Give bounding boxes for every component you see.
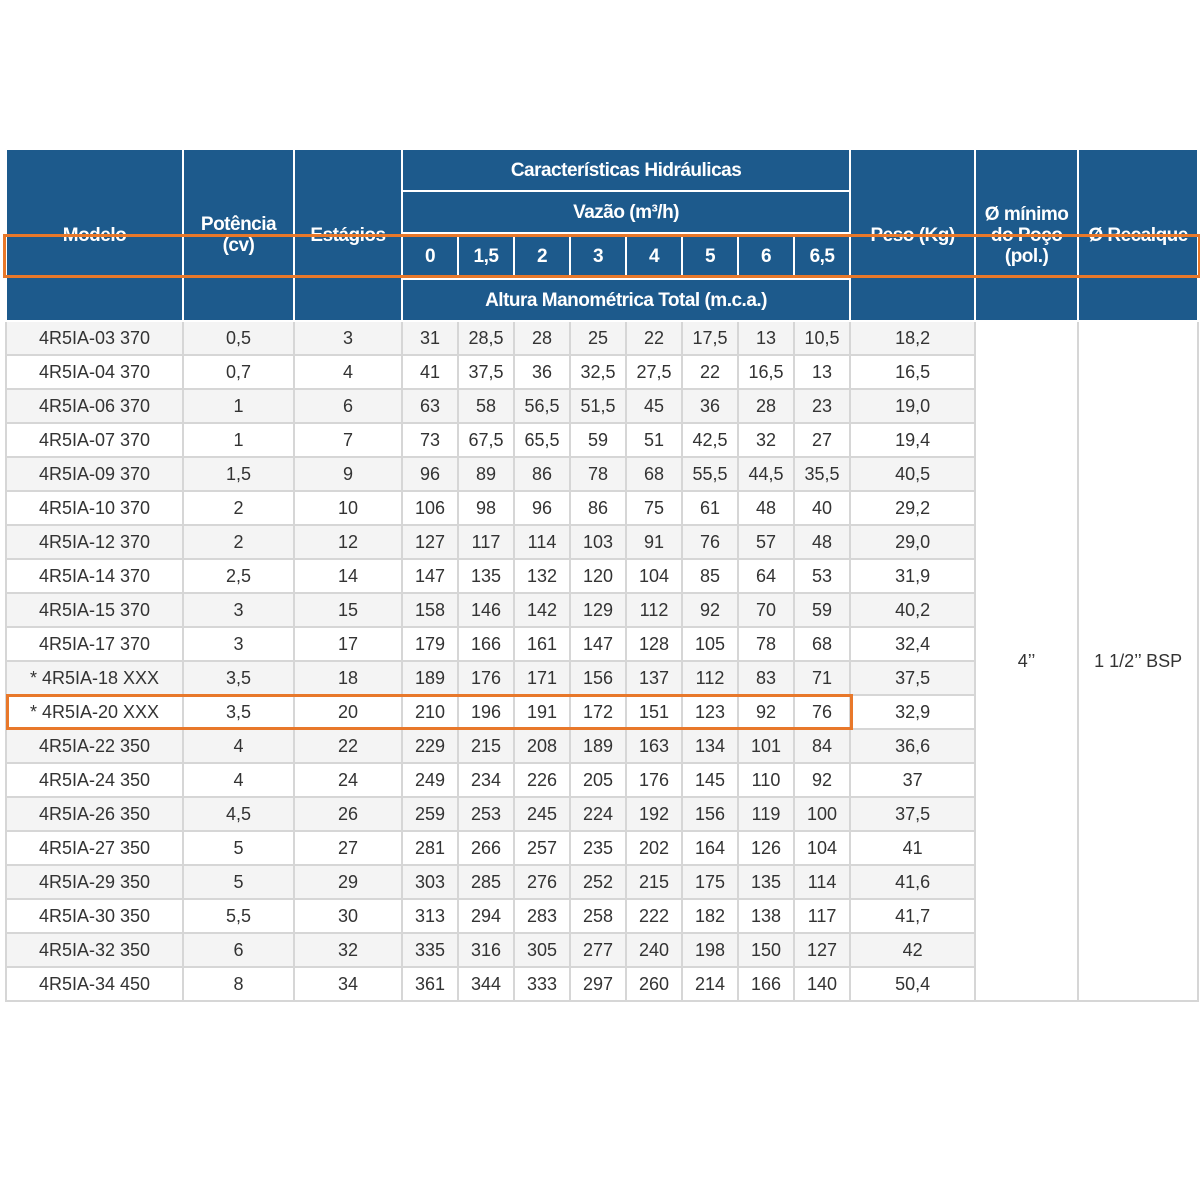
- cell-altura: 51: [626, 423, 682, 457]
- vazao-value: 5: [682, 233, 738, 279]
- cell-potencia: 1: [183, 423, 294, 457]
- cell-altura: 37,5: [458, 355, 514, 389]
- cell-estagios: 17: [294, 627, 402, 661]
- cell-altura: 67,5: [458, 423, 514, 457]
- cell-peso: 29,2: [850, 491, 975, 525]
- cell-altura: 189: [570, 729, 626, 763]
- pump-specs-table-wrapper: [5, 148, 1195, 1002]
- cell-altura: 117: [458, 525, 514, 559]
- cell-estagios: 22: [294, 729, 402, 763]
- cell-altura: 114: [514, 525, 570, 559]
- cell-peso: 40,5: [850, 457, 975, 491]
- cell-altura: 104: [626, 559, 682, 593]
- header-estagios: Estágios: [294, 149, 402, 321]
- cell-peso: 32,9: [850, 695, 975, 729]
- cell-altura: 42,5: [682, 423, 738, 457]
- cell-altura: 226: [514, 763, 570, 797]
- cell-altura: 92: [794, 763, 850, 797]
- cell-modelo: 4R5IA-34 450: [6, 967, 183, 1001]
- cell-altura: 22: [682, 355, 738, 389]
- cell-potencia: 2: [183, 491, 294, 525]
- cell-peso: 31,9: [850, 559, 975, 593]
- cell-altura: 135: [738, 865, 794, 899]
- cell-altura: 96: [402, 457, 458, 491]
- cell-potencia: 4: [183, 729, 294, 763]
- cell-altura: 156: [570, 661, 626, 695]
- cell-peso: 41,6: [850, 865, 975, 899]
- cell-altura: 59: [570, 423, 626, 457]
- cell-altura: 224: [570, 797, 626, 831]
- vazao-value: 4: [626, 233, 682, 279]
- cell-altura: 103: [570, 525, 626, 559]
- cell-altura: 36: [514, 355, 570, 389]
- cell-altura: 258: [570, 899, 626, 933]
- cell-altura: 166: [738, 967, 794, 1001]
- cell-modelo: 4R5IA-32 350: [6, 933, 183, 967]
- cell-altura: 53: [794, 559, 850, 593]
- cell-peso: 41: [850, 831, 975, 865]
- cell-altura: 68: [626, 457, 682, 491]
- table-body: [6, 321, 1198, 1001]
- cell-altura: 164: [682, 831, 738, 865]
- cell-modelo: 4R5IA-10 370: [6, 491, 183, 525]
- cell-altura: 182: [682, 899, 738, 933]
- cell-altura: 71: [794, 661, 850, 695]
- cell-altura: 303: [402, 865, 458, 899]
- cell-altura: 150: [738, 933, 794, 967]
- cell-altura: 276: [514, 865, 570, 899]
- cell-potencia: 2,5: [183, 559, 294, 593]
- cell-peso: 19,0: [850, 389, 975, 423]
- cell-altura: 305: [514, 933, 570, 967]
- vazao-value: 3: [570, 233, 626, 279]
- cell-altura: 158: [402, 593, 458, 627]
- header-recalque: Ø Recalque: [1078, 149, 1198, 321]
- cell-altura: 78: [738, 627, 794, 661]
- cell-altura: 68: [794, 627, 850, 661]
- cell-estagios: 15: [294, 593, 402, 627]
- cell-modelo: 4R5IA-14 370: [6, 559, 183, 593]
- cell-altura: 344: [458, 967, 514, 1001]
- cell-modelo: 4R5IA-03 370: [6, 321, 183, 355]
- cell-potencia: 4,5: [183, 797, 294, 831]
- cell-altura: 85: [682, 559, 738, 593]
- cell-modelo: 4R5IA-17 370: [6, 627, 183, 661]
- cell-altura: 55,5: [682, 457, 738, 491]
- cell-altura: 252: [570, 865, 626, 899]
- cell-modelo: 4R5IA-26 350: [6, 797, 183, 831]
- cell-altura: 22: [626, 321, 682, 355]
- cell-altura: 76: [682, 525, 738, 559]
- cell-altura: 171: [514, 661, 570, 695]
- cell-altura: 189: [402, 661, 458, 695]
- cell-modelo: 4R5IA-22 350: [6, 729, 183, 763]
- cell-altura: 73: [402, 423, 458, 457]
- cell-altura: 215: [626, 865, 682, 899]
- cell-altura: 105: [682, 627, 738, 661]
- cell-peso: 36,6: [850, 729, 975, 763]
- cell-altura: 48: [794, 525, 850, 559]
- cell-altura: 100: [794, 797, 850, 831]
- cell-altura: 253: [458, 797, 514, 831]
- header-modelo: Modelo: [6, 149, 183, 321]
- cell-altura: 83: [738, 661, 794, 695]
- cell-altura: 215: [458, 729, 514, 763]
- cell-altura: 129: [570, 593, 626, 627]
- cell-altura: 13: [738, 321, 794, 355]
- cell-altura: 31: [402, 321, 458, 355]
- header-vazao: Vazão (m³/h): [402, 191, 850, 233]
- header-potencia: Potência (cv): [183, 149, 294, 321]
- cell-estagios: 29: [294, 865, 402, 899]
- cell-altura: 134: [682, 729, 738, 763]
- cell-modelo: 4R5IA-06 370: [6, 389, 183, 423]
- cell-altura: 114: [794, 865, 850, 899]
- cell-estagios: 34: [294, 967, 402, 1001]
- cell-altura: 135: [458, 559, 514, 593]
- cell-altura: 229: [402, 729, 458, 763]
- cell-potencia: 8: [183, 967, 294, 1001]
- cell-altura: 23: [794, 389, 850, 423]
- cell-altura: 361: [402, 967, 458, 1001]
- cell-altura: 86: [570, 491, 626, 525]
- cell-altura: 92: [738, 695, 794, 729]
- cell-estagios: 6: [294, 389, 402, 423]
- cell-altura: 17,5: [682, 321, 738, 355]
- cell-modelo: 4R5IA-15 370: [6, 593, 183, 627]
- cell-altura: 10,5: [794, 321, 850, 355]
- cell-estagios: 27: [294, 831, 402, 865]
- cell-altura: 260: [626, 967, 682, 1001]
- cell-altura: 192: [626, 797, 682, 831]
- cell-peso: 19,4: [850, 423, 975, 457]
- cell-potencia: 0,5: [183, 321, 294, 355]
- cell-altura: 176: [626, 763, 682, 797]
- cell-altura: 76: [794, 695, 850, 729]
- cell-altura: 32,5: [570, 355, 626, 389]
- cell-altura: 119: [738, 797, 794, 831]
- cell-altura: 92: [682, 593, 738, 627]
- cell-altura: 145: [682, 763, 738, 797]
- header-poco: Ø mínimo do Poço (pol.): [975, 149, 1078, 321]
- cell-altura: 65,5: [514, 423, 570, 457]
- cell-altura: 179: [402, 627, 458, 661]
- cell-altura: 112: [682, 661, 738, 695]
- cell-altura: 28,5: [458, 321, 514, 355]
- cell-altura: 138: [738, 899, 794, 933]
- cell-altura: 137: [626, 661, 682, 695]
- cell-altura: 191: [514, 695, 570, 729]
- cell-altura: 117: [794, 899, 850, 933]
- cell-altura: 120: [570, 559, 626, 593]
- cell-altura: 56,5: [514, 389, 570, 423]
- cell-potencia: 5: [183, 831, 294, 865]
- cell-altura: 151: [626, 695, 682, 729]
- cell-altura: 96: [514, 491, 570, 525]
- cell-altura: 210: [402, 695, 458, 729]
- cell-altura: 146: [458, 593, 514, 627]
- cell-altura: 86: [514, 457, 570, 491]
- cell-altura: 112: [626, 593, 682, 627]
- cell-peso: 37,5: [850, 797, 975, 831]
- cell-altura: 257: [514, 831, 570, 865]
- cell-modelo: 4R5IA-24 350: [6, 763, 183, 797]
- cell-altura: 110: [738, 763, 794, 797]
- cell-potencia: 3,5: [183, 661, 294, 695]
- cell-potencia: 4: [183, 763, 294, 797]
- cell-peso: 37,5: [850, 661, 975, 695]
- cell-altura: 316: [458, 933, 514, 967]
- cell-altura: 41: [402, 355, 458, 389]
- cell-altura: 234: [458, 763, 514, 797]
- cell-altura: 259: [402, 797, 458, 831]
- cell-modelo: * 4R5IA-18 XXX: [6, 661, 183, 695]
- cell-peso: 32,4: [850, 627, 975, 661]
- cell-altura: 240: [626, 933, 682, 967]
- cell-estagios: 14: [294, 559, 402, 593]
- cell-altura: 294: [458, 899, 514, 933]
- cell-altura: 13: [794, 355, 850, 389]
- cell-altura: 156: [682, 797, 738, 831]
- cell-peso: 42: [850, 933, 975, 967]
- cell-altura: 104: [794, 831, 850, 865]
- vazao-value: 6: [738, 233, 794, 279]
- cell-altura: 63: [402, 389, 458, 423]
- cell-altura: 36: [682, 389, 738, 423]
- cell-potencia: 5,5: [183, 899, 294, 933]
- cell-recalque-merged: 1 1/2’’ BSP: [1078, 321, 1198, 1001]
- cell-altura: 61: [682, 491, 738, 525]
- cell-altura: 35,5: [794, 457, 850, 491]
- cell-altura: 64: [738, 559, 794, 593]
- table-row: [6, 321, 1198, 355]
- cell-estagios: 24: [294, 763, 402, 797]
- cell-potencia: 3: [183, 627, 294, 661]
- cell-potencia: 6: [183, 933, 294, 967]
- cell-altura: 147: [570, 627, 626, 661]
- cell-altura: 266: [458, 831, 514, 865]
- cell-altura: 175: [682, 865, 738, 899]
- cell-altura: 78: [570, 457, 626, 491]
- cell-altura: 277: [570, 933, 626, 967]
- cell-altura: 208: [514, 729, 570, 763]
- cell-altura: 44,5: [738, 457, 794, 491]
- cell-estagios: 18: [294, 661, 402, 695]
- cell-altura: 127: [402, 525, 458, 559]
- cell-altura: 28: [738, 389, 794, 423]
- cell-altura: 27,5: [626, 355, 682, 389]
- cell-estagios: 32: [294, 933, 402, 967]
- cell-modelo: 4R5IA-27 350: [6, 831, 183, 865]
- cell-modelo: 4R5IA-04 370: [6, 355, 183, 389]
- vazao-value: 2: [514, 233, 570, 279]
- cell-altura: 91: [626, 525, 682, 559]
- vazao-value: 1,5: [458, 233, 514, 279]
- cell-peso: 29,0: [850, 525, 975, 559]
- cell-altura: 70: [738, 593, 794, 627]
- cell-altura: 45: [626, 389, 682, 423]
- cell-altura: 166: [458, 627, 514, 661]
- cell-altura: 84: [794, 729, 850, 763]
- cell-altura: 222: [626, 899, 682, 933]
- cell-altura: 176: [458, 661, 514, 695]
- cell-altura: 333: [514, 967, 570, 1001]
- cell-altura: 101: [738, 729, 794, 763]
- cell-poco-merged: 4’’: [975, 321, 1078, 1001]
- cell-altura: 147: [402, 559, 458, 593]
- cell-peso: 50,4: [850, 967, 975, 1001]
- cell-altura: 140: [794, 967, 850, 1001]
- cell-altura: 202: [626, 831, 682, 865]
- vazao-value: 0: [402, 233, 458, 279]
- cell-estagios: 20: [294, 695, 402, 729]
- cell-peso: 40,2: [850, 593, 975, 627]
- cell-peso: 16,5: [850, 355, 975, 389]
- cell-altura: 40: [794, 491, 850, 525]
- header-altura: Altura Manométrica Total (m.c.a.): [402, 279, 850, 321]
- cell-modelo: 4R5IA-29 350: [6, 865, 183, 899]
- cell-altura: 123: [682, 695, 738, 729]
- cell-altura: 57: [738, 525, 794, 559]
- cell-altura: 16,5: [738, 355, 794, 389]
- cell-modelo: 4R5IA-12 370: [6, 525, 183, 559]
- cell-estagios: 26: [294, 797, 402, 831]
- cell-estagios: 12: [294, 525, 402, 559]
- header-peso: Peso (Kg): [850, 149, 975, 321]
- cell-altura: 245: [514, 797, 570, 831]
- cell-altura: 58: [458, 389, 514, 423]
- cell-potencia: 3: [183, 593, 294, 627]
- cell-estagios: 3: [294, 321, 402, 355]
- cell-altura: 106: [402, 491, 458, 525]
- cell-altura: 98: [458, 491, 514, 525]
- cell-potencia: 0,7: [183, 355, 294, 389]
- cell-estagios: 30: [294, 899, 402, 933]
- cell-altura: 205: [570, 763, 626, 797]
- cell-potencia: 2: [183, 525, 294, 559]
- cell-altura: 283: [514, 899, 570, 933]
- cell-altura: 32: [738, 423, 794, 457]
- vazao-value: 6,5: [794, 233, 850, 279]
- cell-altura: 75: [626, 491, 682, 525]
- cell-estagios: 7: [294, 423, 402, 457]
- cell-peso: 18,2: [850, 321, 975, 355]
- header-caracteristicas: Características Hidráulicas: [402, 149, 850, 191]
- cell-altura: 161: [514, 627, 570, 661]
- cell-potencia: 1,5: [183, 457, 294, 491]
- cell-altura: 51,5: [570, 389, 626, 423]
- cell-altura: 198: [682, 933, 738, 967]
- cell-altura: 132: [514, 559, 570, 593]
- cell-altura: 285: [458, 865, 514, 899]
- cell-potencia: 1: [183, 389, 294, 423]
- cell-modelo: 4R5IA-07 370: [6, 423, 183, 457]
- cell-peso: 37: [850, 763, 975, 797]
- cell-altura: 142: [514, 593, 570, 627]
- cell-altura: 89: [458, 457, 514, 491]
- cell-peso: 41,7: [850, 899, 975, 933]
- cell-altura: 48: [738, 491, 794, 525]
- cell-altura: 27: [794, 423, 850, 457]
- cell-altura: 335: [402, 933, 458, 967]
- cell-altura: 28: [514, 321, 570, 355]
- cell-estagios: 10: [294, 491, 402, 525]
- pump-specs-table: [5, 148, 1199, 1002]
- cell-potencia: 5: [183, 865, 294, 899]
- cell-potencia: 3,5: [183, 695, 294, 729]
- cell-altura: 313: [402, 899, 458, 933]
- cell-estagios: 4: [294, 355, 402, 389]
- cell-altura: 297: [570, 967, 626, 1001]
- cell-altura: 163: [626, 729, 682, 763]
- cell-altura: 128: [626, 627, 682, 661]
- cell-altura: 59: [794, 593, 850, 627]
- cell-altura: 235: [570, 831, 626, 865]
- cell-altura: 214: [682, 967, 738, 1001]
- cell-estagios: 9: [294, 457, 402, 491]
- cell-altura: 127: [794, 933, 850, 967]
- cell-modelo: 4R5IA-30 350: [6, 899, 183, 933]
- cell-modelo: 4R5IA-09 370: [6, 457, 183, 491]
- cell-altura: 196: [458, 695, 514, 729]
- cell-altura: 172: [570, 695, 626, 729]
- cell-altura: 126: [738, 831, 794, 865]
- cell-altura: 249: [402, 763, 458, 797]
- cell-altura: 25: [570, 321, 626, 355]
- cell-altura: 281: [402, 831, 458, 865]
- cell-modelo: * 4R5IA-20 XXX: [6, 695, 183, 729]
